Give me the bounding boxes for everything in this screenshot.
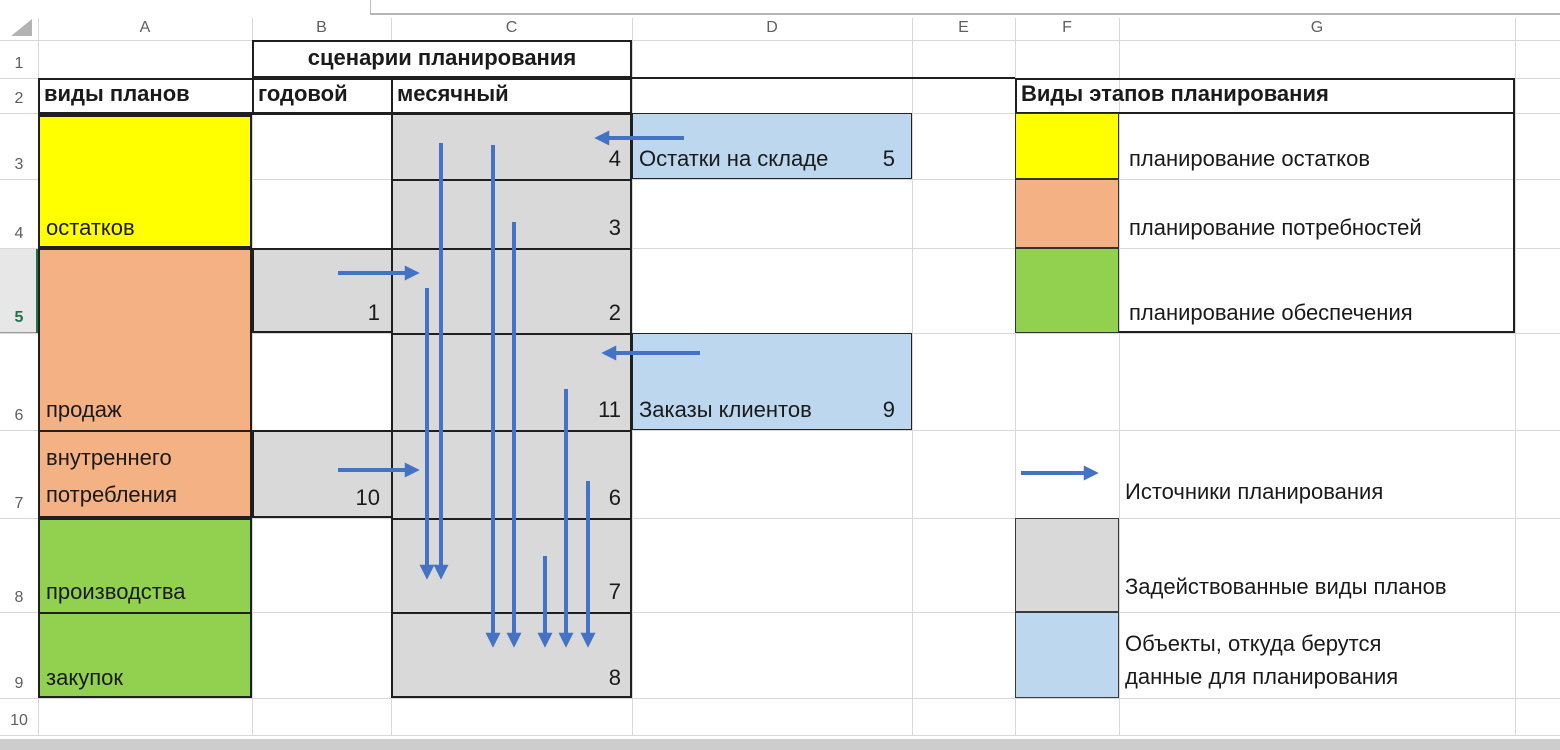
bottom-edge bbox=[0, 739, 1560, 750]
row-header-3[interactable]: 3 bbox=[14, 156, 24, 173]
source-value: 5 bbox=[882, 146, 895, 171]
source-label: Заказы клиентов bbox=[639, 397, 812, 422]
source-label: Остатки на складе bbox=[639, 146, 829, 171]
cell-A9-purchases[interactable]: закупок bbox=[46, 665, 123, 690]
cell-B5[interactable]: 1 bbox=[367, 300, 380, 325]
legend-label-gray[interactable]: Задействованные виды планов bbox=[1125, 574, 1447, 599]
cell-C4[interactable]: 3 bbox=[608, 215, 621, 240]
legend-title[interactable]: Виды этапов планирования bbox=[1021, 81, 1329, 106]
cell-C7[interactable]: 6 bbox=[608, 485, 621, 510]
cell-B7[interactable]: 10 bbox=[355, 485, 380, 510]
cell-A2[interactable]: виды планов bbox=[44, 81, 190, 106]
cell-C2[interactable]: месячный bbox=[397, 81, 509, 106]
cell-C5[interactable]: 2 bbox=[608, 300, 621, 325]
row-header-5-active[interactable]: 5 bbox=[0, 248, 38, 333]
source-value: 9 bbox=[882, 397, 895, 422]
cell-A4-leftovers[interactable]: остатков bbox=[46, 215, 135, 240]
cell-B1C1-title[interactable]: сценарии планирования bbox=[307, 45, 577, 70]
row-header-2[interactable]: 2 bbox=[14, 90, 24, 107]
cell-A7-line1: внутреннего bbox=[46, 445, 172, 470]
cell-A6-sales[interactable]: продаж bbox=[46, 397, 122, 422]
cell-C8[interactable]: 7 bbox=[608, 579, 621, 604]
column-header-G[interactable]: G bbox=[1310, 18, 1324, 36]
row-header-4[interactable]: 4 bbox=[14, 225, 24, 242]
cell-A8-production[interactable]: производства bbox=[46, 579, 186, 604]
row-header-7[interactable]: 7 bbox=[14, 495, 24, 512]
legend-label-orange[interactable]: планирование потребностей bbox=[1129, 215, 1422, 240]
cell-C6[interactable]: 11 bbox=[598, 397, 621, 422]
row-header-8[interactable]: 8 bbox=[14, 589, 24, 606]
legend-label-yellow[interactable]: планирование остатков bbox=[1129, 146, 1371, 171]
column-header-E[interactable]: E bbox=[958, 18, 969, 36]
cell-A7-line2: потребления bbox=[46, 482, 178, 507]
column-header-D[interactable]: D bbox=[766, 18, 778, 36]
legend-label-green[interactable]: планирование обеспечения bbox=[1129, 300, 1413, 325]
column-header-B[interactable]: B bbox=[316, 18, 327, 36]
cell-B2[interactable]: годовой bbox=[258, 81, 348, 106]
row-header-6[interactable]: 6 bbox=[14, 407, 24, 424]
row-header-10[interactable]: 10 bbox=[10, 712, 28, 729]
cell-C9[interactable]: 8 bbox=[608, 665, 621, 690]
cell-C3[interactable]: 4 bbox=[608, 146, 621, 171]
column-header-A[interactable]: A bbox=[139, 18, 151, 36]
row-header-9[interactable]: 9 bbox=[14, 675, 24, 692]
row-header-1[interactable]: 1 bbox=[14, 55, 24, 72]
legend-blue-line1: Объекты, откуда берутся bbox=[1125, 631, 1382, 656]
column-header-C[interactable]: C bbox=[505, 18, 518, 36]
legend-label-arrow[interactable]: Источники планирования bbox=[1125, 479, 1384, 504]
legend-blue-line2: данные для планирования bbox=[1125, 664, 1399, 689]
column-header-F[interactable]: F bbox=[1062, 18, 1072, 36]
